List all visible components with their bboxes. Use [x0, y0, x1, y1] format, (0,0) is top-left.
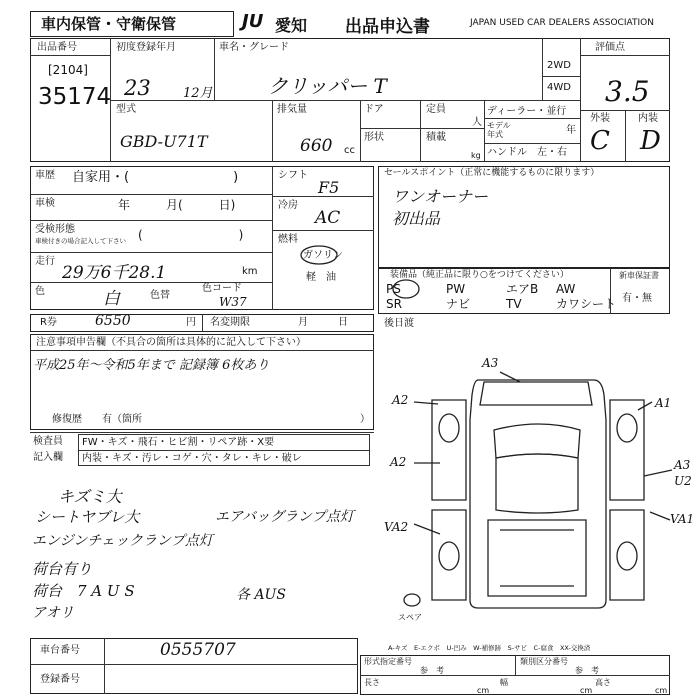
wheel-rear-right	[617, 542, 637, 570]
region-label: 愛知	[275, 16, 308, 35]
drive-4wd: 4WD	[547, 82, 571, 93]
cabin-roof	[496, 454, 578, 513]
inspection-row-2: 内装・キズ・汚レ・コゲ・穴・タレ・キレ・破レ	[82, 453, 302, 464]
equipment-item: ナビ	[446, 297, 471, 311]
storage-notice: 車内保管・守衛保管	[41, 15, 177, 33]
color-change-label: 色替	[150, 290, 170, 301]
reception-label: 受検形態	[35, 224, 75, 235]
inspector-label: 検査員	[33, 436, 63, 447]
first-reg-label: 初度登録年月	[116, 42, 176, 53]
notes-label: 注意事項申告欄（不具合の箇所は具体的に記入して下さい）	[36, 337, 306, 348]
yen-unit: 円	[186, 317, 196, 328]
spare-wheel	[404, 594, 420, 606]
warranty-options: 有・無	[622, 293, 652, 304]
spec-type-label: 形式指定番号	[364, 657, 412, 666]
entry-label: 記入欄	[33, 452, 63, 463]
inspection-row-1: FW・キズ・飛石・ヒビ割・リペア跡・X要	[82, 437, 275, 448]
fuel-diesel: 軽 油	[306, 272, 336, 283]
km-unit: km	[242, 266, 258, 277]
aircon-label: 冷房	[278, 200, 298, 211]
lot-no-label: 出品番号	[37, 42, 77, 53]
car-outline	[470, 380, 606, 608]
sheet-title: 出品申込書	[345, 17, 430, 37]
damage-mark: VA2	[384, 520, 409, 534]
score-label: 評価点	[595, 42, 625, 53]
remark-line: 各 AUS	[236, 587, 286, 603]
interior-label: 内装	[638, 113, 658, 124]
length-unit: cm	[477, 686, 490, 695]
capacity-label: 定員	[426, 104, 446, 115]
aircon-value: AC	[315, 208, 341, 228]
selling-points-label: セールスポイント（正常に機能するものに限ります）	[384, 168, 600, 178]
width-unit: cm	[580, 686, 593, 695]
mileage-value: 29万6千28.1	[62, 263, 167, 283]
dealer-label: ディーラー・並行	[487, 106, 567, 117]
displacement-value: 660	[300, 136, 333, 156]
reg-no-label: 登録番号	[40, 674, 80, 685]
damage-legend: A-キズ E-エクボ U-凹み W-補修跡 S-サビ C-腐食 XX-交換済	[388, 644, 591, 652]
exterior-grade: C	[590, 126, 610, 156]
color-code-label: 色コード	[202, 283, 242, 294]
damage-mark: A2	[390, 455, 407, 469]
persons-unit: 人	[472, 117, 482, 128]
remark-line: キズミ大	[58, 487, 122, 506]
load-label: 積載	[426, 132, 446, 143]
reception-note: 車検付きの場合記入して下さい	[35, 237, 126, 245]
equipment-item: SR	[386, 297, 402, 311]
equipment-item: AW	[556, 282, 576, 296]
shift-label: シフト	[278, 170, 308, 181]
reg-year: 23	[124, 76, 151, 100]
displacement-label: 排気量	[277, 104, 307, 115]
chassis-no-value: 0555707	[160, 640, 236, 660]
damage-mark: VA1	[670, 512, 695, 526]
equipment-item: エアB	[506, 282, 539, 296]
model-label: 型式	[116, 104, 136, 115]
recycle-label: R券	[40, 317, 57, 328]
storage-notice-box	[30, 11, 234, 37]
history-value: 自家用・( )	[72, 170, 239, 185]
right-door	[610, 400, 644, 500]
reg-month: 12月	[183, 86, 213, 101]
cc-unit: cc	[344, 145, 355, 156]
windshield	[494, 424, 580, 458]
fuel-label: 燃料	[278, 234, 298, 245]
equipment-item: PW	[446, 282, 466, 296]
remark-line: 荷台有り	[32, 560, 93, 578]
wheel-front-right	[617, 414, 637, 442]
name-grade-label: 車名・グレード	[219, 42, 289, 53]
handle-label: ハンドル 左・右	[487, 147, 567, 158]
reception-value: ( )	[138, 228, 244, 242]
spec-type-ref: 参 考	[420, 666, 444, 675]
left-door	[432, 400, 466, 500]
shape-label: 形状	[364, 132, 384, 143]
wheel-front-left	[439, 414, 459, 442]
wheel-rear-left	[439, 542, 459, 570]
color-value: 白	[103, 289, 120, 309]
name-change-label: 名変期限	[210, 317, 250, 328]
warranty-label: 新車保証書	[619, 271, 659, 280]
repair-history-close: ）	[360, 414, 370, 425]
remark-line: エアバッグランプ点灯	[215, 509, 354, 525]
history-label: 車歴	[35, 170, 55, 181]
repair-history-label: 修復歴 有（箇所	[52, 414, 142, 425]
height-unit: cm	[655, 686, 668, 695]
length-label: 長さ	[364, 678, 380, 687]
rear-seat-label: 後日渡	[384, 318, 414, 329]
equipment-item: TV	[506, 297, 522, 311]
equipment-item: PS	[386, 282, 401, 296]
interior-grade: D	[640, 126, 661, 156]
front-bumper	[480, 382, 592, 405]
color-code-value: W37	[219, 295, 247, 309]
score-value: 3.5	[605, 75, 650, 108]
damage-mark: A2	[392, 393, 409, 407]
note-line: 平成25年〜令和5年まで 記録簿 6枚あり	[33, 358, 270, 373]
association-name: JAPAN USED CAR DEALERS ASSOCIATION	[470, 18, 654, 28]
damage-mark: A1	[655, 396, 672, 410]
remark-line: アオリ	[32, 605, 74, 621]
fuel-gasoline: ガソリン	[303, 250, 343, 261]
damage-mark: A3	[482, 356, 499, 370]
color-label: 色	[35, 286, 45, 297]
equipment-item: カワシート	[556, 297, 617, 311]
shaken-label: 車検	[35, 198, 55, 209]
remark-line: シートヤブレ大	[35, 508, 140, 526]
shift-value: F5	[318, 178, 340, 197]
remark-line: エンジンチェックランプ点灯	[32, 533, 213, 549]
ju-logo: JU	[242, 11, 264, 32]
shaken-value: 年 月( 日)	[118, 198, 236, 212]
drive-2wd: 2WD	[547, 60, 571, 71]
selling-point-2: 初出品	[392, 209, 441, 228]
lot-prefix: [2104]	[48, 63, 88, 77]
category-no-label: 類別区分番号	[520, 657, 568, 666]
damage-mark: A3	[674, 458, 691, 472]
chassis-no-label: 車台番号	[40, 645, 80, 656]
right-bed-side	[610, 510, 644, 600]
kg-unit: kg	[471, 151, 481, 160]
car-name: クリッパー T	[268, 74, 387, 98]
model-year-label: モデル 年式	[487, 121, 511, 139]
name-change-value: 月 日	[298, 317, 348, 328]
mileage-label: 走行	[35, 256, 55, 267]
doors-label: ドア	[364, 104, 384, 115]
spare-label: スペア	[398, 613, 422, 622]
year-unit: 年	[566, 125, 576, 136]
lot-number: 35174	[38, 84, 112, 110]
equipment-label: 装備品（純正品に限り○をつけてください）	[390, 270, 569, 280]
width-label: 幅	[500, 678, 508, 687]
damage-mark: U2	[674, 474, 692, 488]
exterior-label: 外装	[590, 113, 610, 124]
left-bed-side	[432, 510, 466, 600]
selling-point-1: ワンオーナー	[392, 187, 489, 206]
recycle-fee: 6550	[95, 313, 131, 329]
category-no-ref: 参 考	[575, 666, 599, 675]
cargo-bed	[488, 520, 586, 596]
model-code: GBD-U71T	[120, 132, 208, 151]
remark-line: 荷台 7 A U S	[32, 582, 135, 600]
height-label: 高さ	[595, 678, 611, 687]
